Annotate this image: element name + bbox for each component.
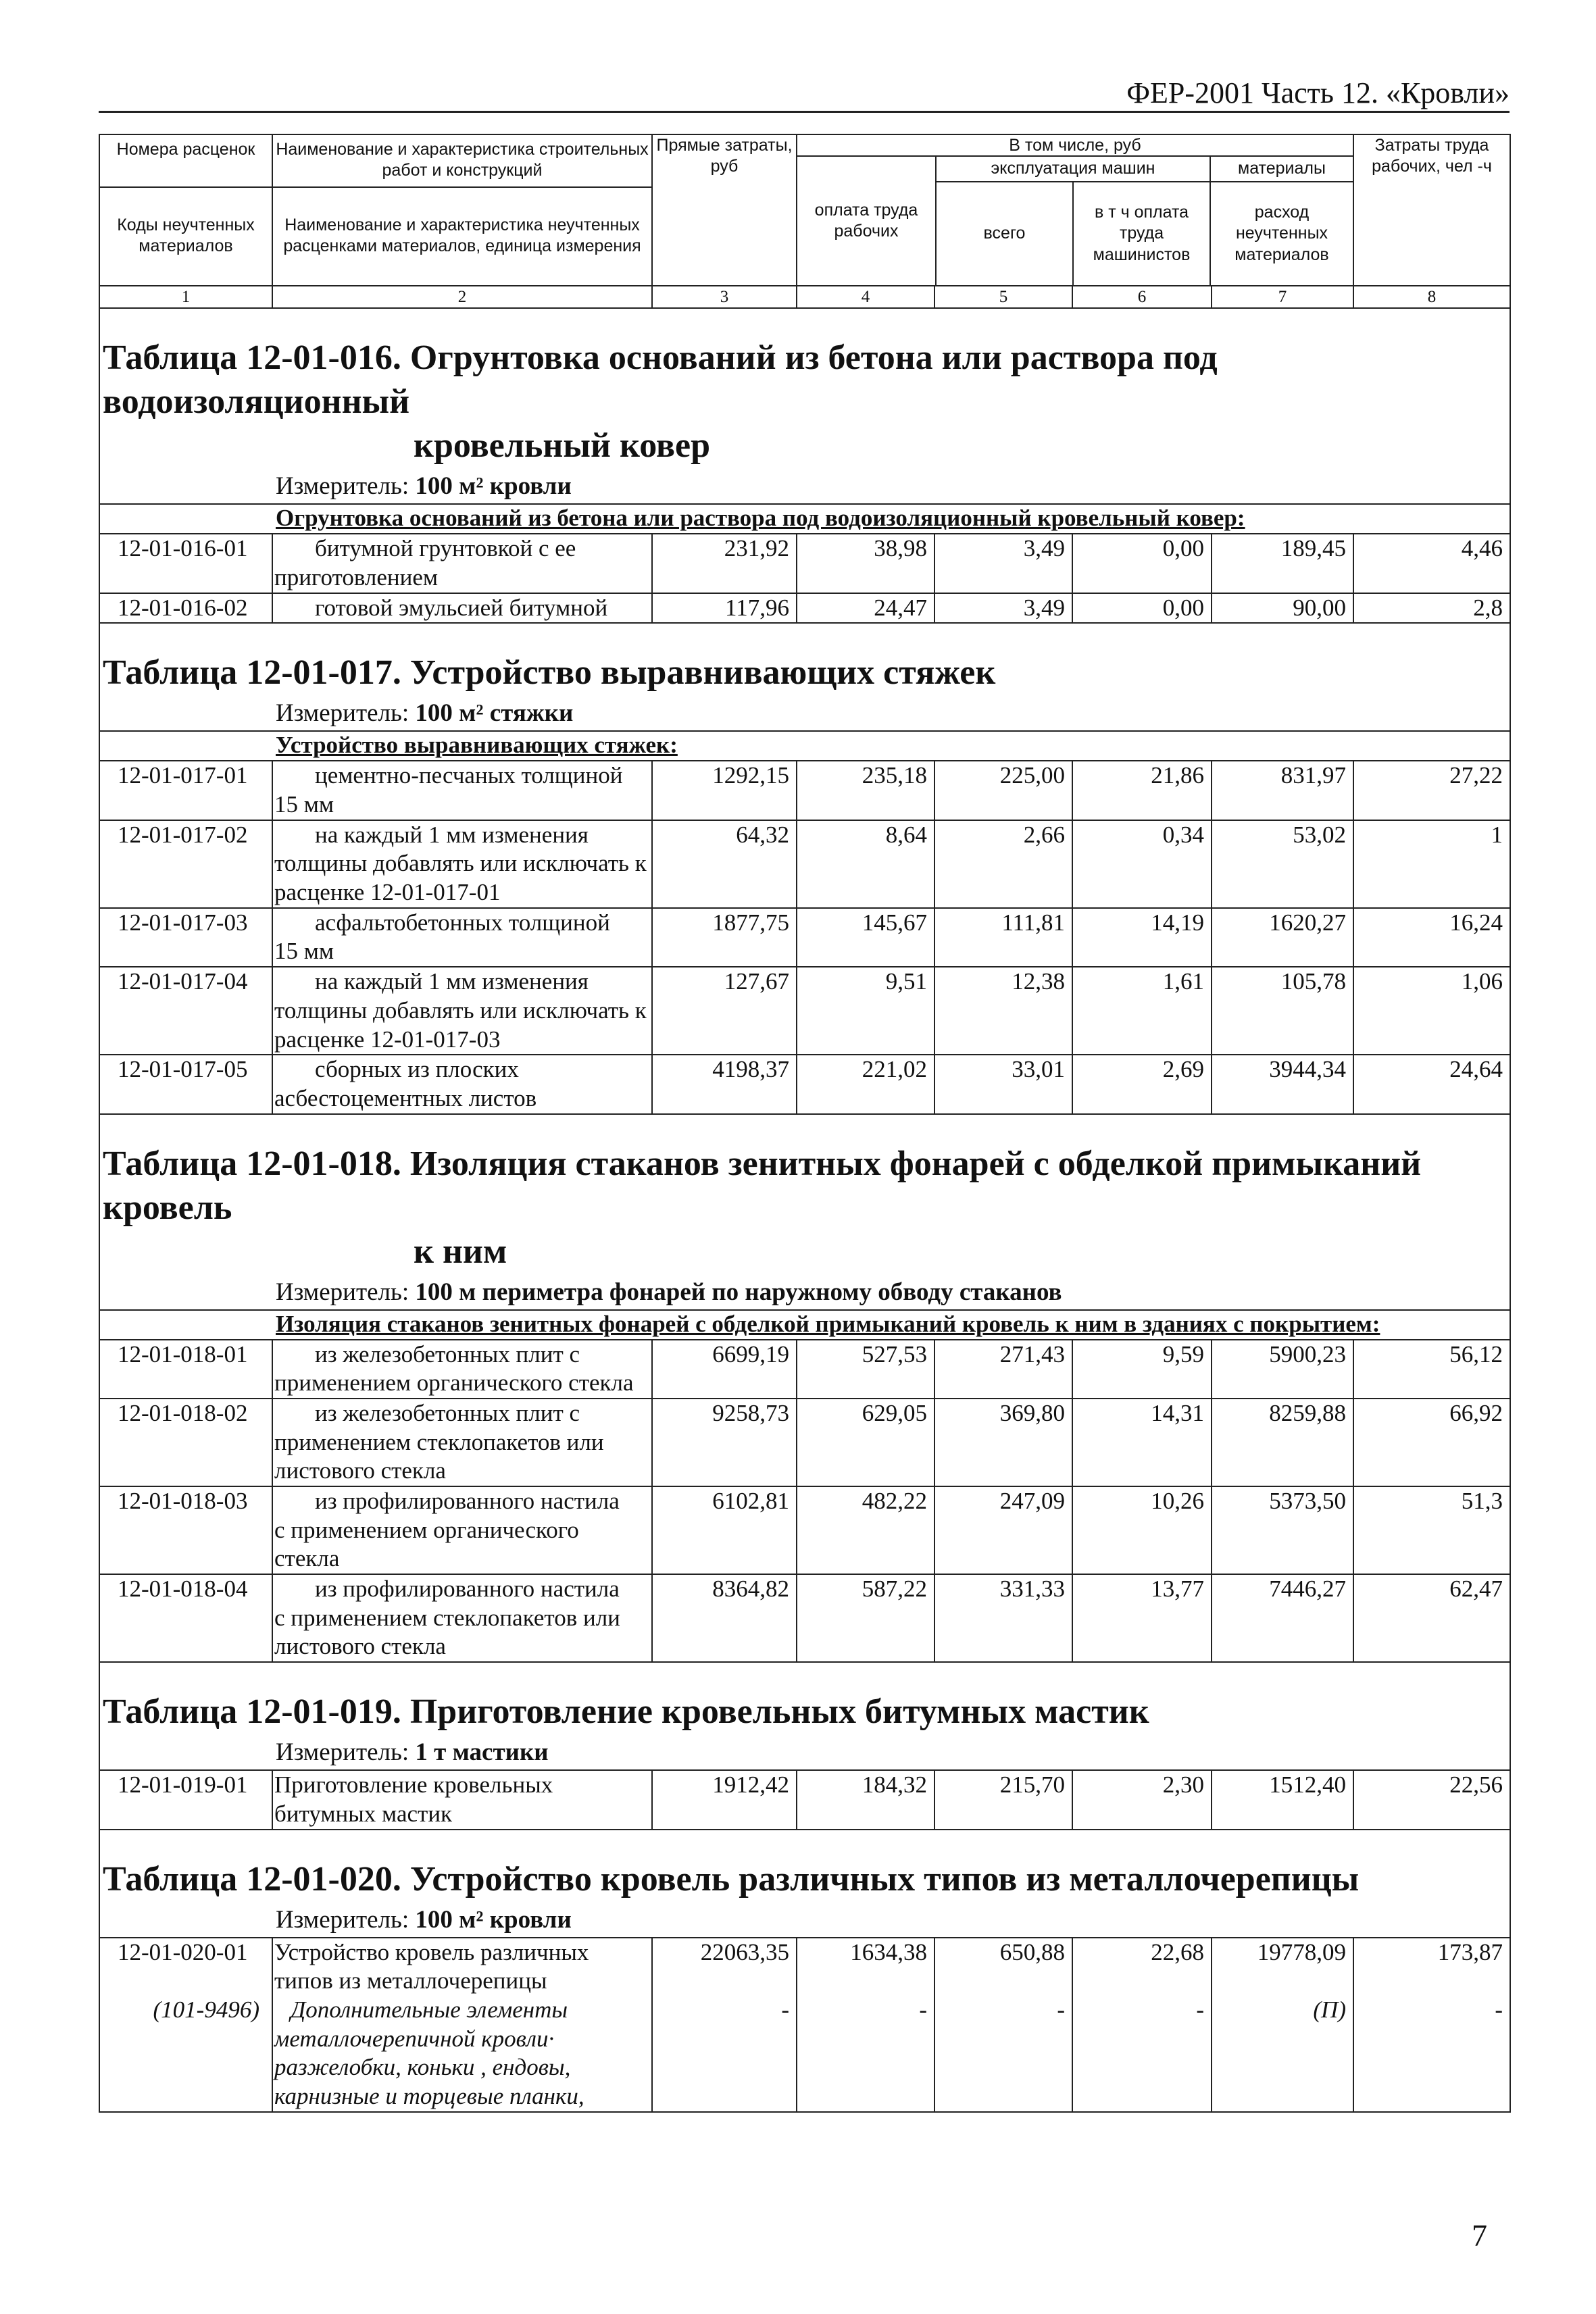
machinist-cost: 0,00 bbox=[1072, 534, 1212, 593]
labor-hours: 2,8 bbox=[1353, 593, 1510, 624]
work-name-line: типов из металлочерепицы bbox=[274, 1967, 547, 1994]
work-name bbox=[272, 1340, 652, 1399]
machine-cost: 331,33 bbox=[934, 1574, 1072, 1662]
rate-code: 12-01-017-01 bbox=[99, 761, 272, 820]
work-name bbox=[272, 1399, 652, 1486]
machine-cost: 12,38 bbox=[934, 967, 1072, 1055]
material-cost: 1620,27 bbox=[1212, 908, 1353, 967]
labor-hours: 62,47 bbox=[1353, 1574, 1510, 1662]
col1-top-label: Номера расценок bbox=[116, 140, 255, 159]
col-number: 4 bbox=[797, 286, 934, 308]
work-name bbox=[272, 1574, 652, 1662]
machine-cost: 369,80 bbox=[934, 1399, 1072, 1486]
header-rule bbox=[99, 111, 1510, 113]
work-name-line: из железобетонных плит с bbox=[315, 1399, 580, 1426]
machinist-cost: 0,34 bbox=[1072, 820, 1212, 908]
table-row bbox=[99, 1938, 1510, 1996]
labor-hours: 22,56 bbox=[1353, 1770, 1510, 1829]
measure-value: 100 м² кровли bbox=[415, 1905, 572, 1934]
direct-cost: 64,32 bbox=[652, 820, 797, 908]
work-name-line: из железобетонных плит с bbox=[315, 1340, 580, 1367]
measure bbox=[100, 1738, 1510, 1769]
material-cost: 7446,27 bbox=[1212, 1574, 1353, 1662]
labor-hours: 4,46 bbox=[1353, 534, 1510, 593]
work-name bbox=[272, 908, 652, 967]
measure-label: Измеритель: bbox=[276, 472, 409, 501]
table-title bbox=[100, 309, 1510, 472]
rate-code: 12-01-017-02 bbox=[99, 820, 272, 908]
measure-value: 100 м периметра фонарей по наружному обводу стаканов bbox=[415, 1278, 1062, 1306]
machinist-cost: 14,19 bbox=[1072, 908, 1212, 967]
material-cost: 189,45 bbox=[1212, 534, 1353, 593]
rate-code: 12-01-017-05 bbox=[99, 1055, 272, 1113]
work-name-line: применением стеклопакетов или листового стекла bbox=[274, 1428, 604, 1484]
included-label: В том числе, руб bbox=[797, 135, 1353, 157]
material-cost: 5373,50 bbox=[1212, 1486, 1353, 1574]
labor-hours: 1,06 bbox=[1353, 967, 1510, 1055]
direct-cost: - bbox=[652, 1996, 797, 2112]
table-title: Таблица 12-01-019. Приготовление кровельных битумных мастик bbox=[103, 1692, 1149, 1732]
labor-hours: 173,87 bbox=[1353, 1938, 1510, 1996]
section-heading: Устройство выравнивающих стяжек: bbox=[276, 732, 678, 759]
labor-hours: - bbox=[1353, 1996, 1510, 2112]
table-title-line: кровельный ковер bbox=[414, 426, 711, 466]
machinist-cost: 14,31 bbox=[1072, 1399, 1212, 1486]
table-title-line: Таблица 12-01-016. Огрунтовка оснований из бетона или раствора под водоизоляционный bbox=[103, 338, 1218, 422]
col7-header: расход неучтенных материалов bbox=[1235, 203, 1329, 264]
table-row bbox=[99, 967, 1510, 1055]
measure-value: 100 м² стяжки bbox=[415, 699, 574, 728]
work-name-line: из профилированного настила bbox=[315, 1576, 620, 1603]
table-row bbox=[99, 593, 1510, 624]
table-title: Таблица 12-01-020. Устройство кровель различных типов из металлочерепицы bbox=[103, 1859, 1360, 1898]
machinist-cost: 0,00 bbox=[1072, 593, 1212, 624]
rate-code: 12-01-019-01 bbox=[99, 1770, 272, 1829]
material-cost: 5900,23 bbox=[1212, 1340, 1353, 1399]
work-name bbox=[272, 1770, 652, 1829]
measure bbox=[100, 472, 1510, 503]
work-name-line: асфальтобетонных толщиной bbox=[315, 909, 610, 936]
work-name-line: цементно-песчаных толщиной bbox=[315, 762, 623, 789]
price-table bbox=[99, 134, 1511, 2113]
material-cost: 8259,88 bbox=[1212, 1399, 1353, 1486]
labor-hours: 66,92 bbox=[1353, 1399, 1510, 1486]
work-name bbox=[272, 967, 652, 1055]
col2-top-label: Наименование и характеристика строительных работ и конструкций bbox=[276, 140, 649, 180]
page-number: 7 bbox=[1472, 2218, 1487, 2253]
col-number: 8 bbox=[1353, 286, 1510, 308]
material-cost: 1512,40 bbox=[1212, 1770, 1353, 1829]
col-number: 2 bbox=[272, 286, 652, 308]
col-number: 6 bbox=[1072, 286, 1212, 308]
work-name-line: с применением органического стекла bbox=[274, 1516, 579, 1572]
machinist-cost: 22,68 bbox=[1072, 1938, 1212, 1996]
table-row bbox=[99, 1055, 1510, 1113]
machine-cost: 3,49 bbox=[934, 593, 1072, 624]
direct-cost: 9258,73 bbox=[652, 1399, 797, 1486]
machinist-cost: 13,77 bbox=[1072, 1574, 1212, 1662]
rate-code: 12-01-016-01 bbox=[99, 534, 272, 593]
machine-cost: 650,88 bbox=[934, 1938, 1072, 1996]
table-row bbox=[99, 534, 1510, 593]
material-cost: 53,02 bbox=[1212, 820, 1353, 908]
work-name bbox=[272, 761, 652, 820]
table-row bbox=[99, 761, 1510, 820]
machinist-cost: 1,61 bbox=[1072, 967, 1212, 1055]
direct-cost: 231,92 bbox=[652, 534, 797, 593]
table-row bbox=[99, 1574, 1510, 1662]
labor-cost: 38,98 bbox=[797, 534, 934, 593]
machinist-cost: - bbox=[1072, 1996, 1212, 2112]
work-name-line: Приготовление кровельных bbox=[274, 1771, 553, 1799]
machine-cost: 2,66 bbox=[934, 820, 1072, 908]
col5-header: всего bbox=[936, 182, 1073, 285]
machinist-cost: 2,69 bbox=[1072, 1055, 1212, 1113]
direct-cost: 4198,37 bbox=[652, 1055, 797, 1113]
labor-cost: - bbox=[797, 1996, 934, 2112]
labor-cost: 8,64 bbox=[797, 820, 934, 908]
direct-cost: 1877,75 bbox=[652, 908, 797, 967]
col6-header: в т ч оплата труда машинистов bbox=[1073, 182, 1210, 285]
table-title-line: Таблица 12-01-018. Изоляция стаканов зенитных фонарей с обделкой примыканий кровель bbox=[103, 1144, 1422, 1227]
col2-bottom-label: Наименование и характеристика неучтенных расценками материалов, единица измерения bbox=[283, 216, 641, 256]
direct-cost: 117,96 bbox=[652, 593, 797, 624]
rate-code: 12-01-017-03 bbox=[99, 908, 272, 967]
table-row bbox=[99, 1486, 1510, 1574]
measure-label: Измеритель: bbox=[276, 1738, 409, 1767]
machine-cost: 225,00 bbox=[934, 761, 1072, 820]
table-row bbox=[99, 908, 1510, 967]
work-name-line: битумной грунтовкой с ее bbox=[315, 535, 576, 562]
machine-cost: 3,49 bbox=[934, 534, 1072, 593]
work-name-line: 15 мм bbox=[274, 791, 334, 818]
section-heading: Изоляция стаканов зенитных фонарей с обделкой примыканий кровель к ним в зданиях с покрытием: bbox=[276, 1310, 1380, 1337]
measure bbox=[100, 1278, 1510, 1309]
work-name-line: с применением стеклопакетов или листового стекла bbox=[274, 1604, 620, 1660]
table-row bbox=[99, 1996, 1510, 2112]
machines-header: эксплуатация машин bbox=[936, 157, 1210, 182]
work-name-line: применением органического стекла bbox=[274, 1369, 634, 1397]
direct-cost: 127,67 bbox=[652, 967, 797, 1055]
labor-cost: 9,51 bbox=[797, 967, 934, 1055]
table-title bbox=[100, 1115, 1510, 1278]
material-cost: 90,00 bbox=[1212, 593, 1353, 624]
rate-code: 12-01-020-01 bbox=[99, 1938, 272, 1996]
direct-cost: 22063,35 bbox=[652, 1938, 797, 1996]
table-row bbox=[99, 820, 1510, 908]
measure-label: Измеритель: bbox=[276, 1905, 409, 1934]
direct-cost: 8364,82 bbox=[652, 1574, 797, 1662]
table-title: Таблица 12-01-017. Устройство выравнивающих стяжек bbox=[103, 653, 996, 693]
work-name-line: Устройство кровель различных bbox=[274, 1938, 589, 1965]
rate-code: 12-01-018-02 bbox=[99, 1399, 272, 1486]
direct-cost: 1292,15 bbox=[652, 761, 797, 820]
page-header: ФЕР-2001 Часть 12. «Кровли» bbox=[1126, 76, 1510, 109]
measure-label: Измеритель: bbox=[276, 699, 409, 728]
machine-cost: 271,43 bbox=[934, 1340, 1072, 1399]
work-name-line: сборных из плоских bbox=[315, 1056, 519, 1083]
col1-header bbox=[99, 134, 272, 286]
rate-code: 12-01-017-04 bbox=[99, 967, 272, 1055]
col-number: 1 bbox=[99, 286, 272, 308]
measure bbox=[100, 1905, 1510, 1937]
labor-cost: 629,05 bbox=[797, 1399, 934, 1486]
labor-cost: 145,67 bbox=[797, 908, 934, 967]
col1-bottom-label: Коды неучтенных материалов bbox=[117, 216, 255, 256]
section-heading: Огрунтовка оснований из бетона или раствора под водоизоляционный кровельный ковер: bbox=[276, 505, 1245, 532]
work-name-line: на каждый 1 мм изменения bbox=[315, 821, 589, 848]
work-name-line: асбестоцементных листов bbox=[274, 1084, 537, 1111]
machine-cost: 215,70 bbox=[934, 1770, 1072, 1829]
labor-hours: 16,24 bbox=[1353, 908, 1510, 967]
work-name bbox=[272, 1055, 652, 1113]
machine-cost: 33,01 bbox=[934, 1055, 1072, 1113]
machinist-cost: 9,59 bbox=[1072, 1340, 1212, 1399]
machine-cost: 111,81 bbox=[934, 908, 1072, 967]
labor-hours: 56,12 bbox=[1353, 1340, 1510, 1399]
measure bbox=[100, 699, 1510, 730]
col-number: 7 bbox=[1212, 286, 1353, 308]
labor-cost: 235,18 bbox=[797, 761, 934, 820]
work-name-line: приготовлением bbox=[274, 563, 439, 590]
labor-hours: 27,22 bbox=[1353, 761, 1510, 820]
col3-header: Прямые затраты, руб bbox=[652, 134, 797, 286]
work-name-line: готовой эмульсией битумной bbox=[315, 594, 608, 621]
material-name-line: Дополнительные элементы bbox=[291, 1996, 568, 2023]
material-cost: 105,78 bbox=[1212, 967, 1353, 1055]
work-name-line: из профилированного настила bbox=[315, 1488, 620, 1514]
machine-cost: - bbox=[934, 1996, 1072, 2112]
work-name-line: на каждый 1 мм изменения bbox=[315, 968, 589, 995]
machinist-cost: 2,30 bbox=[1072, 1770, 1212, 1829]
materials-header: материалы bbox=[1210, 157, 1353, 182]
table-row bbox=[99, 1770, 1510, 1829]
rate-code: 12-01-018-03 bbox=[99, 1486, 272, 1574]
table-row bbox=[99, 1340, 1510, 1399]
labor-hours: 24,64 bbox=[1353, 1055, 1510, 1113]
col2-header bbox=[272, 134, 652, 286]
machinist-cost: 21,86 bbox=[1072, 761, 1212, 820]
work-name-line: толщины добавлять или исключать к расценке 12-01-017-01 bbox=[274, 850, 647, 906]
labor-cost: 527,53 bbox=[797, 1340, 934, 1399]
labor-cost: 24,47 bbox=[797, 593, 934, 624]
col4-header: оплата труда рабочих bbox=[797, 157, 936, 285]
col-number: 5 bbox=[934, 286, 1072, 308]
measure-value: 1 т мастики bbox=[415, 1738, 549, 1767]
work-name bbox=[272, 820, 652, 908]
machinist-cost: 10,26 bbox=[1072, 1486, 1212, 1574]
work-name-line: толщины добавлять или исключать к расценке 12-01-017-03 bbox=[274, 997, 647, 1053]
rate-code: 12-01-018-01 bbox=[99, 1340, 272, 1399]
work-name-line: 15 мм bbox=[274, 938, 334, 965]
material-code: (101-9496) bbox=[99, 1996, 272, 2112]
material-cost: 19778,09 bbox=[1212, 1938, 1353, 1996]
machine-cost: 247,09 bbox=[934, 1486, 1072, 1574]
measure-value: 100 м² кровли bbox=[415, 472, 572, 501]
labor-cost: 221,02 bbox=[797, 1055, 934, 1113]
material-cost: 3944,34 bbox=[1212, 1055, 1353, 1113]
material-name bbox=[272, 1996, 652, 2112]
labor-hours: 51,3 bbox=[1353, 1486, 1510, 1574]
direct-cost: 6102,81 bbox=[652, 1486, 797, 1574]
table-title-line: к ним bbox=[414, 1232, 507, 1271]
material-cost: (П) bbox=[1212, 1996, 1353, 2112]
material-name-line: металлочерепичной кровли· разжелобки, коньки , ендовы, карнизные и торцевые планки, bbox=[274, 2025, 584, 2109]
table-row bbox=[99, 1399, 1510, 1486]
labor-hours: 1 bbox=[1353, 820, 1510, 908]
labor-cost: 587,22 bbox=[797, 1574, 934, 1662]
material-cost: 831,97 bbox=[1212, 761, 1353, 820]
work-name-line: битумных мастик bbox=[274, 1800, 453, 1827]
work-name bbox=[272, 1486, 652, 1574]
col-number: 3 bbox=[652, 286, 797, 308]
work-name bbox=[272, 593, 652, 624]
direct-cost: 1912,42 bbox=[652, 1770, 797, 1829]
labor-cost: 1634,38 bbox=[797, 1938, 934, 1996]
labor-cost: 184,32 bbox=[797, 1770, 934, 1829]
direct-cost: 6699,19 bbox=[652, 1340, 797, 1399]
work-name bbox=[272, 1938, 652, 1996]
rate-code: 12-01-016-02 bbox=[99, 593, 272, 624]
measure-label: Измеритель: bbox=[276, 1278, 409, 1306]
rate-code: 12-01-018-04 bbox=[99, 1574, 272, 1662]
col8-header: Затраты труда рабочих, чел -ч bbox=[1353, 134, 1510, 286]
included-header bbox=[797, 134, 1353, 286]
labor-cost: 482,22 bbox=[797, 1486, 934, 1574]
work-name bbox=[272, 534, 652, 593]
